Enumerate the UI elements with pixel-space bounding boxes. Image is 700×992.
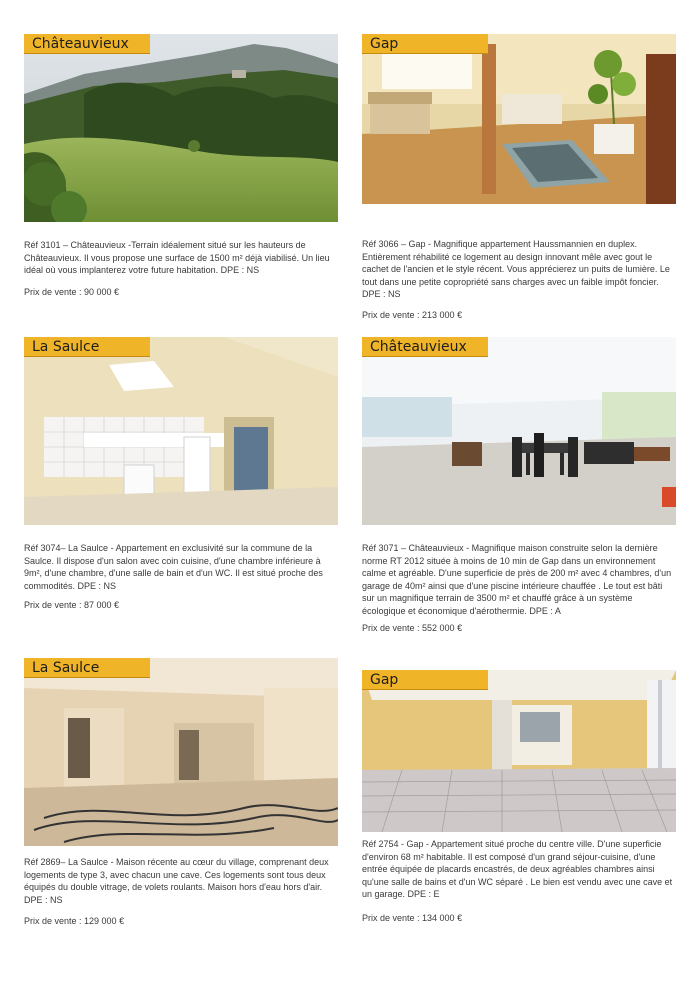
listing-price: Prix de vente : 129 000 € (24, 916, 125, 926)
town-label: Gap (362, 670, 488, 690)
listing-card (362, 670, 676, 940)
listing-description: Réf 3074– La Saulce - Appartement en exclusivité sur la commune de la Saulce. Il dispose d'un salon avec coin cuisine, d'une chambre inférieure à 9m², d'une chambre, d'une salle de bain et d'un WC. Il est situé proche des commodités. DPE : NS (24, 543, 323, 591)
listing-photo (24, 337, 338, 525)
listing-photo (362, 34, 676, 204)
town-label: La Saulce (24, 337, 150, 357)
listing-price: Prix de vente : 87 000 € (24, 600, 120, 610)
listing-description: Réf 3071 – Châteauvieux - Magnifique maison construite selon la dernière norme RT 2012 située à moins de 10 min de Gap dans un environnement calme et agréable. D'une superficie de près de 200 m² avec 4 chambres, d'un garage de 40m² ainsi que d'une piscine intérieure chauffée . Le tout est bâti sur un magnifique terrain de 3500 m² et chauffé grâce à un système écologique et économique d'aérothermie. DPE : A (362, 543, 672, 616)
listing-photo (362, 337, 676, 525)
listing-price: Prix de vente : 90 000 € (24, 287, 120, 297)
town-label: Châteauvieux (24, 34, 150, 54)
listing-description: Réf 2754 - Gap - Appartement situé proche du centre ville. D'une superficie d'environ 68 m² habitable. Il est composé d'un grand séjour-cuisine, d'une entrée équipée de placards encastrés, de deux agréables chambres ainsi qu'une salle de bains et d'un WC séparé . Le bien est vendu avec une cave et un garage. DPE : E (362, 839, 673, 899)
listing-card (24, 34, 338, 314)
listing-photo (362, 670, 676, 832)
listing-card (24, 658, 338, 938)
listing-card (24, 337, 338, 617)
town-label: La Saulce (24, 658, 150, 678)
town-label: Gap (362, 34, 488, 54)
town-label: Châteauvieux (362, 337, 488, 357)
listing-price: Prix de vente : 134 000 € (362, 913, 463, 923)
listing-photo (24, 658, 338, 846)
listing-photo (24, 34, 338, 222)
listing-description: Réf 3101 – Châteauvieux -Terrain idéalement situé sur les hauteurs de Châteauvieux. Il vous propose une surface de 1500 m² déjà viabilisé. Un lieu idéal où vous implanterez votre future habitation. DPE : NS (24, 240, 330, 275)
listing-price: Prix de vente : 552 000 € (362, 623, 463, 633)
listing-description: Réf 2869– La Saulce - Maison récente au cœur du village, comprenant deux logements de type 3, avec chacun une cave. Ces logements sont tous deux équipés du double vitrage, de volets roulants. Maison hors d'eau hors d'air. DPE : NS (24, 857, 329, 905)
listing-card (362, 337, 676, 637)
listing-card (362, 34, 676, 324)
listing-description: Réf 3066 – Gap - Magnifique appartement Haussmannien en duplex. Entièrement réhabilité ce logement au design innovant mêle avec gout le cachet de l'ancien et le style récent. Vous apprécierez un puits de lumière. Le tout dans une petite copropriété sans charges avec un faible impôt foncier. DPE : NS (362, 239, 670, 299)
listing-price: Prix de vente : 213 000 € (362, 310, 463, 320)
